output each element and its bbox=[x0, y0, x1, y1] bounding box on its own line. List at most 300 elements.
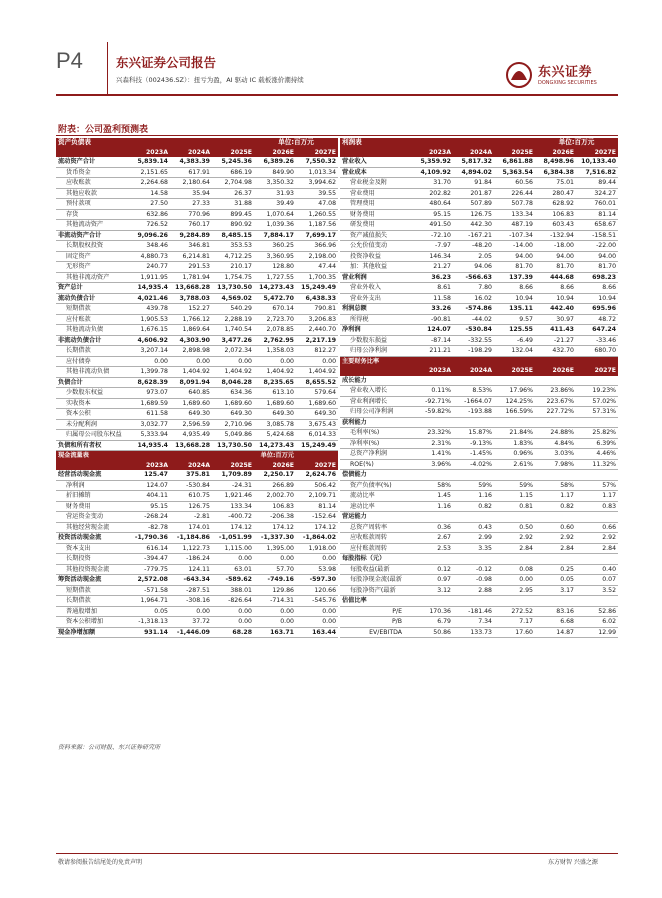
table-row bbox=[340, 178, 618, 189]
table-row bbox=[340, 325, 618, 336]
cell-value: 0.00 bbox=[170, 356, 212, 367]
cell-value: 15.87% bbox=[453, 428, 494, 439]
cell-value: 0.66 bbox=[576, 522, 618, 533]
cell-value: 210.17 bbox=[212, 262, 254, 273]
cell-value: 14,935.4 bbox=[128, 283, 170, 294]
cell-value: 47.08 bbox=[296, 199, 338, 210]
table-row bbox=[56, 627, 338, 638]
cell-value: 1.83% bbox=[494, 438, 535, 449]
cell-value: 50.86 bbox=[412, 627, 453, 638]
cell-value: 0.82 bbox=[453, 501, 494, 512]
cell-value: 39.55 bbox=[296, 188, 338, 199]
cell-value: 2.99 bbox=[453, 533, 494, 544]
cell-value: 613.10 bbox=[254, 388, 296, 399]
cell-value bbox=[576, 596, 618, 607]
cell-value: 128.80 bbox=[254, 262, 296, 273]
cell-value bbox=[535, 554, 576, 565]
cell-value: 4,606.92 bbox=[128, 335, 170, 346]
cell-value: -7.97 bbox=[412, 241, 453, 252]
cell-value: 174.12 bbox=[254, 522, 296, 533]
table-row bbox=[340, 522, 618, 533]
table-row bbox=[56, 419, 338, 430]
row-label: 短期借款 bbox=[56, 304, 128, 315]
cell-value: 1.45 bbox=[412, 491, 453, 502]
cell-value: 47.44 bbox=[296, 262, 338, 273]
cell-value bbox=[412, 596, 453, 607]
year-header: 2027E bbox=[576, 148, 618, 158]
cell-value: 0.05 bbox=[535, 575, 576, 586]
cell-value: 411.43 bbox=[535, 325, 576, 336]
cell-value: 124.25% bbox=[494, 396, 535, 407]
cell-value: 0.00 bbox=[254, 606, 296, 617]
cell-value: 0.00 bbox=[128, 356, 170, 367]
cell-value: 6,861.88 bbox=[494, 157, 535, 167]
cell-value: -90.81 bbox=[412, 314, 453, 325]
cell-value: 13,730.50 bbox=[212, 440, 254, 451]
cell-value: 2.92 bbox=[494, 533, 535, 544]
cell-value bbox=[412, 512, 453, 523]
cell-value bbox=[535, 417, 576, 428]
cell-value: 36.23 bbox=[412, 272, 453, 283]
cell-value bbox=[412, 356, 453, 366]
cell-value: 1,689.60 bbox=[170, 398, 212, 409]
cell-value: 226.44 bbox=[494, 188, 535, 199]
row-label: 折旧摊销 bbox=[56, 491, 128, 502]
row-label: 资产负债率(%) bbox=[340, 480, 412, 491]
cell-value: -33.46 bbox=[576, 335, 618, 346]
cell-value: 1.17 bbox=[576, 491, 618, 502]
table-row bbox=[56, 325, 338, 336]
table-row bbox=[340, 564, 618, 575]
cell-value: -9.13% bbox=[453, 438, 494, 449]
row-label: 研发费用 bbox=[340, 220, 412, 231]
cell-value: 106.83 bbox=[254, 501, 296, 512]
year-header-row bbox=[56, 148, 338, 158]
cell-value: 14.87 bbox=[535, 627, 576, 638]
cell-value: -530.84 bbox=[170, 480, 212, 491]
table-row bbox=[56, 440, 338, 451]
cell-value: 152.27 bbox=[170, 304, 212, 315]
cell-value: 8,628.39 bbox=[128, 377, 170, 388]
cell-value: 10.94 bbox=[535, 293, 576, 304]
cell-value: 5,817.32 bbox=[453, 157, 494, 167]
cell-value: 95.15 bbox=[128, 501, 170, 512]
table-row bbox=[340, 304, 618, 315]
cell-value: 24.88% bbox=[535, 428, 576, 439]
cell-value: 698.23 bbox=[576, 272, 618, 283]
row-label: 资本支出 bbox=[56, 543, 128, 554]
cell-value: 223.67% bbox=[535, 396, 576, 407]
cell-value: 404.11 bbox=[128, 491, 170, 502]
cell-value: 8,498.96 bbox=[535, 157, 576, 167]
cell-value: 1.16 bbox=[412, 501, 453, 512]
cell-value: -92.71% bbox=[412, 396, 453, 407]
cell-value: 23.86% bbox=[535, 386, 576, 397]
cell-value: 0.97 bbox=[412, 575, 453, 586]
row-label: 财务费用 bbox=[340, 209, 412, 220]
cell-value: 442.30 bbox=[453, 220, 494, 231]
cell-value: 3.52 bbox=[576, 585, 618, 596]
cell-value bbox=[453, 554, 494, 565]
cell-value: -193.88 bbox=[453, 407, 494, 418]
row-label: ROE(%) bbox=[340, 459, 412, 470]
cell-value: 6,014.33 bbox=[296, 430, 338, 441]
cell-value: 1,676.15 bbox=[128, 325, 170, 336]
row-label: 流动资产合计 bbox=[56, 157, 128, 167]
row-label bbox=[56, 461, 128, 471]
cell-value: 7.98% bbox=[535, 459, 576, 470]
cell-value: 1,700.35 bbox=[296, 272, 338, 283]
cell-value: 272.52 bbox=[494, 606, 535, 617]
row-label: 总资产周转率 bbox=[340, 522, 412, 533]
row-label: 负债合计 bbox=[56, 377, 128, 388]
cell-value bbox=[412, 417, 453, 428]
table-row bbox=[340, 438, 618, 449]
row-label: 投资净收益 bbox=[340, 251, 412, 262]
cell-value: -21.27 bbox=[535, 335, 576, 346]
cell-value: 1,905.53 bbox=[128, 314, 170, 325]
cell-value: 1,727.55 bbox=[254, 272, 296, 283]
cell-value: 973.07 bbox=[128, 388, 170, 399]
table-row bbox=[340, 314, 618, 325]
row-label: 速动比率 bbox=[340, 501, 412, 512]
cell-value: 3.03% bbox=[535, 449, 576, 460]
cell-value bbox=[494, 470, 535, 481]
cell-value: -1,864.02 bbox=[296, 533, 338, 544]
cell-value: 2,704.98 bbox=[212, 178, 254, 189]
cell-value: 13,730.50 bbox=[212, 283, 254, 294]
row-label: 所得税 bbox=[340, 314, 412, 325]
table-title: 资产负债表 bbox=[56, 138, 128, 148]
cell-value bbox=[535, 470, 576, 481]
cell-value: -48.20 bbox=[453, 241, 494, 252]
cell-value: 94.00 bbox=[576, 251, 618, 262]
cell-value: -400.72 bbox=[212, 512, 254, 523]
cell-value: 4,935.49 bbox=[170, 430, 212, 441]
cell-value: 106.83 bbox=[535, 209, 576, 220]
cell-value: 8,485.15 bbox=[212, 230, 254, 241]
cell-value: 132.04 bbox=[494, 346, 535, 357]
cell-value: 2,198.00 bbox=[296, 251, 338, 262]
cell-value: -72.10 bbox=[412, 230, 453, 241]
row-label: 流动比率 bbox=[340, 491, 412, 502]
cell-value: 3,360.95 bbox=[254, 251, 296, 262]
cell-value: 57.31% bbox=[576, 407, 618, 418]
cell-value bbox=[535, 376, 576, 386]
cell-value: 48.72 bbox=[576, 314, 618, 325]
report-title: 东兴证券公司报告 bbox=[116, 55, 217, 70]
cell-value: 628.92 bbox=[535, 199, 576, 210]
cell-value: 0.81 bbox=[494, 501, 535, 512]
cell-value: 632.86 bbox=[128, 209, 170, 220]
cell-value: 0.82 bbox=[535, 501, 576, 512]
cell-value: 2.05 bbox=[453, 251, 494, 262]
table-row bbox=[56, 512, 338, 523]
table-row bbox=[340, 470, 618, 481]
cell-value: 849.90 bbox=[254, 167, 296, 178]
cell-value: 611.58 bbox=[128, 409, 170, 420]
subtable-header-row bbox=[340, 366, 618, 376]
row-label: 应收账款周转 bbox=[340, 533, 412, 544]
row-label: 其他经营现金流 bbox=[56, 522, 128, 533]
cell-value: 8.61 bbox=[412, 283, 453, 294]
table-row bbox=[340, 459, 618, 470]
cell-value: 266.89 bbox=[254, 480, 296, 491]
table-row bbox=[340, 480, 618, 491]
cell-value: -132.94 bbox=[535, 230, 576, 241]
row-label: 预付款项 bbox=[56, 199, 128, 210]
cell-value: 137.39 bbox=[494, 272, 535, 283]
table-row bbox=[56, 543, 338, 554]
cell-value: 81.70 bbox=[535, 262, 576, 273]
row-label: 长期借款 bbox=[56, 596, 128, 607]
row-label: 资产总计 bbox=[56, 283, 128, 294]
cell-value: 14,935.4 bbox=[128, 440, 170, 451]
cell-value: 360.25 bbox=[254, 241, 296, 252]
row-label: 归母公司净利润 bbox=[340, 407, 412, 418]
table-row bbox=[340, 157, 618, 167]
row-label: 毛利率(%) bbox=[340, 428, 412, 439]
row-label bbox=[340, 366, 412, 376]
cell-value: 1,260.55 bbox=[296, 209, 338, 220]
cell-value: 31.93 bbox=[254, 188, 296, 199]
cell-value: -1,790.36 bbox=[128, 533, 170, 544]
cell-value: -59.82% bbox=[412, 407, 453, 418]
table-title: 利润表 bbox=[340, 138, 412, 148]
row-label: 营业费用 bbox=[340, 188, 412, 199]
cell-value: 68.28 bbox=[212, 627, 254, 638]
cell-value: 27.33 bbox=[170, 199, 212, 210]
cell-value: 2.92 bbox=[535, 533, 576, 544]
cell-value: 17.60 bbox=[494, 627, 535, 638]
cell-value: 57.70 bbox=[254, 564, 296, 575]
cell-value: 63.01 bbox=[212, 564, 254, 575]
cell-value: -186.24 bbox=[170, 554, 212, 565]
cell-value: 81.70 bbox=[576, 262, 618, 273]
row-label: 主要财务比率 bbox=[340, 356, 412, 366]
cell-value: 4.84% bbox=[535, 438, 576, 449]
cell-value: -268.24 bbox=[128, 512, 170, 523]
cell-value: 507.89 bbox=[453, 199, 494, 210]
cell-value: 3.12 bbox=[412, 585, 453, 596]
balance-sheet-cashflow-table bbox=[56, 138, 338, 638]
year-header: 2023A bbox=[128, 148, 170, 158]
row-label: 偿债能力 bbox=[340, 470, 412, 481]
cell-value: 2,710.96 bbox=[212, 419, 254, 430]
table-row bbox=[56, 199, 338, 210]
cell-value bbox=[576, 470, 618, 481]
cell-value: 57% bbox=[576, 480, 618, 491]
cell-value bbox=[576, 554, 618, 565]
cell-value: 2.88 bbox=[453, 585, 494, 596]
cell-value: 91.84 bbox=[453, 178, 494, 189]
row-label: 经营活动现金流 bbox=[56, 470, 128, 480]
cell-value bbox=[296, 451, 338, 461]
cell-value: 0.83 bbox=[576, 501, 618, 512]
row-label: 其他流动负债 bbox=[56, 325, 128, 336]
cell-value: 670.14 bbox=[254, 304, 296, 315]
cell-value: 9,096.26 bbox=[128, 230, 170, 241]
cell-value: 2027E bbox=[576, 366, 618, 376]
row-label: P/E bbox=[340, 606, 412, 617]
table-row bbox=[56, 230, 338, 241]
cell-value: -206.38 bbox=[254, 512, 296, 523]
cell-value bbox=[576, 376, 618, 386]
cell-value: 6,384.38 bbox=[535, 167, 576, 178]
table-row bbox=[56, 554, 338, 565]
cell-value: 2.84 bbox=[576, 543, 618, 554]
cell-value: 1,709.89 bbox=[212, 470, 254, 480]
table-row bbox=[340, 606, 618, 617]
cell-value: -158.51 bbox=[576, 230, 618, 241]
unit-label: 单位:百万元 bbox=[535, 138, 618, 148]
cell-value: 174.01 bbox=[170, 522, 212, 533]
cell-value: 166.59% bbox=[494, 407, 535, 418]
cell-value: 5,424.68 bbox=[254, 430, 296, 441]
cell-value: 60.56 bbox=[494, 178, 535, 189]
cell-value: 1,187.56 bbox=[296, 220, 338, 231]
cell-value: 53.98 bbox=[296, 564, 338, 575]
cell-value: 3,788.03 bbox=[170, 293, 212, 304]
table-row bbox=[340, 283, 618, 294]
cell-value: 0.60 bbox=[535, 522, 576, 533]
row-label: 应收账款 bbox=[56, 178, 128, 189]
year-header: 2023A bbox=[412, 148, 453, 158]
cell-value bbox=[535, 512, 576, 523]
cell-value: 3,675.43 bbox=[296, 419, 338, 430]
cell-value: 4,383.39 bbox=[170, 157, 212, 167]
table-row bbox=[340, 272, 618, 283]
row-label: 其他非流动负债 bbox=[56, 367, 128, 378]
cell-value: -779.75 bbox=[128, 564, 170, 575]
cell-value: 6,438.33 bbox=[296, 293, 338, 304]
cell-value: 13,668.28 bbox=[170, 283, 212, 294]
cell-value: 4,303.90 bbox=[170, 335, 212, 346]
report-subtitle: 兴森科技（002436.SZ）：扭亏为盈，AI 驱动 IC 载板涨价潮持续 bbox=[116, 76, 304, 84]
cell-value: 4,109.92 bbox=[412, 167, 453, 178]
footer-rule bbox=[56, 853, 618, 854]
cell-value: 6.68 bbox=[535, 617, 576, 628]
cell-value: 4,880.73 bbox=[128, 251, 170, 262]
cell-value bbox=[453, 470, 494, 481]
cell-value: 2,898.98 bbox=[170, 346, 212, 357]
disclaimer-note: 敬请参阅报告结尾处的免责声明 bbox=[58, 859, 143, 866]
cell-value: 5,049.86 bbox=[212, 430, 254, 441]
footer-slogan: 东方财智 兴盛之源 bbox=[548, 859, 598, 866]
cell-value: 94.00 bbox=[494, 251, 535, 262]
cell-value: 126.75 bbox=[170, 501, 212, 512]
cell-value: 11.32% bbox=[576, 459, 618, 470]
row-label: 管理费用 bbox=[340, 199, 412, 210]
cell-value: 442.40 bbox=[535, 304, 576, 315]
cell-value: -18.00 bbox=[535, 241, 576, 252]
cell-value: 39.49 bbox=[254, 199, 296, 210]
cell-value: -44.02 bbox=[453, 314, 494, 325]
cell-value bbox=[453, 356, 494, 366]
cell-value: 2,109.71 bbox=[296, 491, 338, 502]
cell-value: -643.34 bbox=[170, 575, 212, 586]
cell-value: 2.95 bbox=[494, 585, 535, 596]
cell-value: 346.81 bbox=[170, 241, 212, 252]
cell-value: 5,359.92 bbox=[412, 157, 453, 167]
cell-value: 890.92 bbox=[212, 220, 254, 231]
cell-value: 1,911.95 bbox=[128, 272, 170, 283]
cell-value: 2023A bbox=[128, 461, 170, 471]
table-row bbox=[340, 230, 618, 241]
cell-value: 14.58 bbox=[128, 188, 170, 199]
cell-value: 59% bbox=[453, 480, 494, 491]
cell-value: 133.34 bbox=[212, 501, 254, 512]
cell-value: 8,046.28 bbox=[212, 377, 254, 388]
cell-value: 26.37 bbox=[212, 188, 254, 199]
row-label: 净利润 bbox=[56, 480, 128, 491]
row-label: 每股指标（元） bbox=[340, 554, 412, 565]
table-row bbox=[340, 241, 618, 252]
table-row bbox=[340, 512, 618, 523]
cell-value: -167.21 bbox=[453, 230, 494, 241]
cell-value: 8.53% bbox=[453, 386, 494, 397]
row-label: 资本公积增加 bbox=[56, 617, 128, 628]
row-label: 投资活动现金流 bbox=[56, 533, 128, 544]
cell-value: 7,516.82 bbox=[576, 167, 618, 178]
table-row bbox=[340, 533, 618, 544]
cell-value: 1,395.00 bbox=[254, 543, 296, 554]
cell-value: 3,032.77 bbox=[128, 419, 170, 430]
cell-value: 23.32% bbox=[412, 428, 453, 439]
cell-value bbox=[576, 417, 618, 428]
cell-value: 1,013.34 bbox=[296, 167, 338, 178]
cell-value: -308.16 bbox=[170, 596, 212, 607]
cell-value: 506.42 bbox=[296, 480, 338, 491]
cell-value: 6.02 bbox=[576, 617, 618, 628]
cell-value: 227.72% bbox=[535, 407, 576, 418]
cell-value: 0.25 bbox=[535, 564, 576, 575]
cell-value: 2,078.85 bbox=[254, 325, 296, 336]
row-label: 每股收益(最新 bbox=[340, 564, 412, 575]
cell-value: 0.08 bbox=[494, 564, 535, 575]
row-label: 营运能力 bbox=[340, 512, 412, 523]
cell-value: 1,070.64 bbox=[254, 209, 296, 220]
row-label: 应付账款周转 bbox=[340, 543, 412, 554]
cell-value: 11.58 bbox=[412, 293, 453, 304]
cell-value: 1,918.00 bbox=[296, 543, 338, 554]
cell-value: -332.55 bbox=[453, 335, 494, 346]
cell-value: -714.31 bbox=[254, 596, 296, 607]
row-label: 营业外收入 bbox=[340, 283, 412, 294]
subtable-header-row bbox=[56, 451, 338, 461]
table-row bbox=[56, 283, 338, 294]
cell-value: 2.67 bbox=[412, 533, 453, 544]
row-label: 其他投资现金流 bbox=[56, 564, 128, 575]
cell-value: 0.00 bbox=[296, 356, 338, 367]
cell-value: 2,723.70 bbox=[254, 314, 296, 325]
cell-value: -107.34 bbox=[494, 230, 535, 241]
cell-value: 770.96 bbox=[170, 209, 212, 220]
year-header: 2026E bbox=[254, 148, 296, 158]
cell-value: 174.12 bbox=[296, 522, 338, 533]
table-row bbox=[340, 167, 618, 178]
header-divider bbox=[107, 42, 108, 94]
cell-value: 610.75 bbox=[170, 491, 212, 502]
cell-value: 146.34 bbox=[412, 251, 453, 262]
table-row bbox=[340, 417, 618, 428]
cell-value: -574.86 bbox=[453, 304, 494, 315]
cell-value: 133.34 bbox=[494, 209, 535, 220]
table-row bbox=[340, 251, 618, 262]
cell-value bbox=[453, 417, 494, 428]
cell-value: 201.87 bbox=[453, 188, 494, 199]
table-row bbox=[340, 627, 618, 638]
